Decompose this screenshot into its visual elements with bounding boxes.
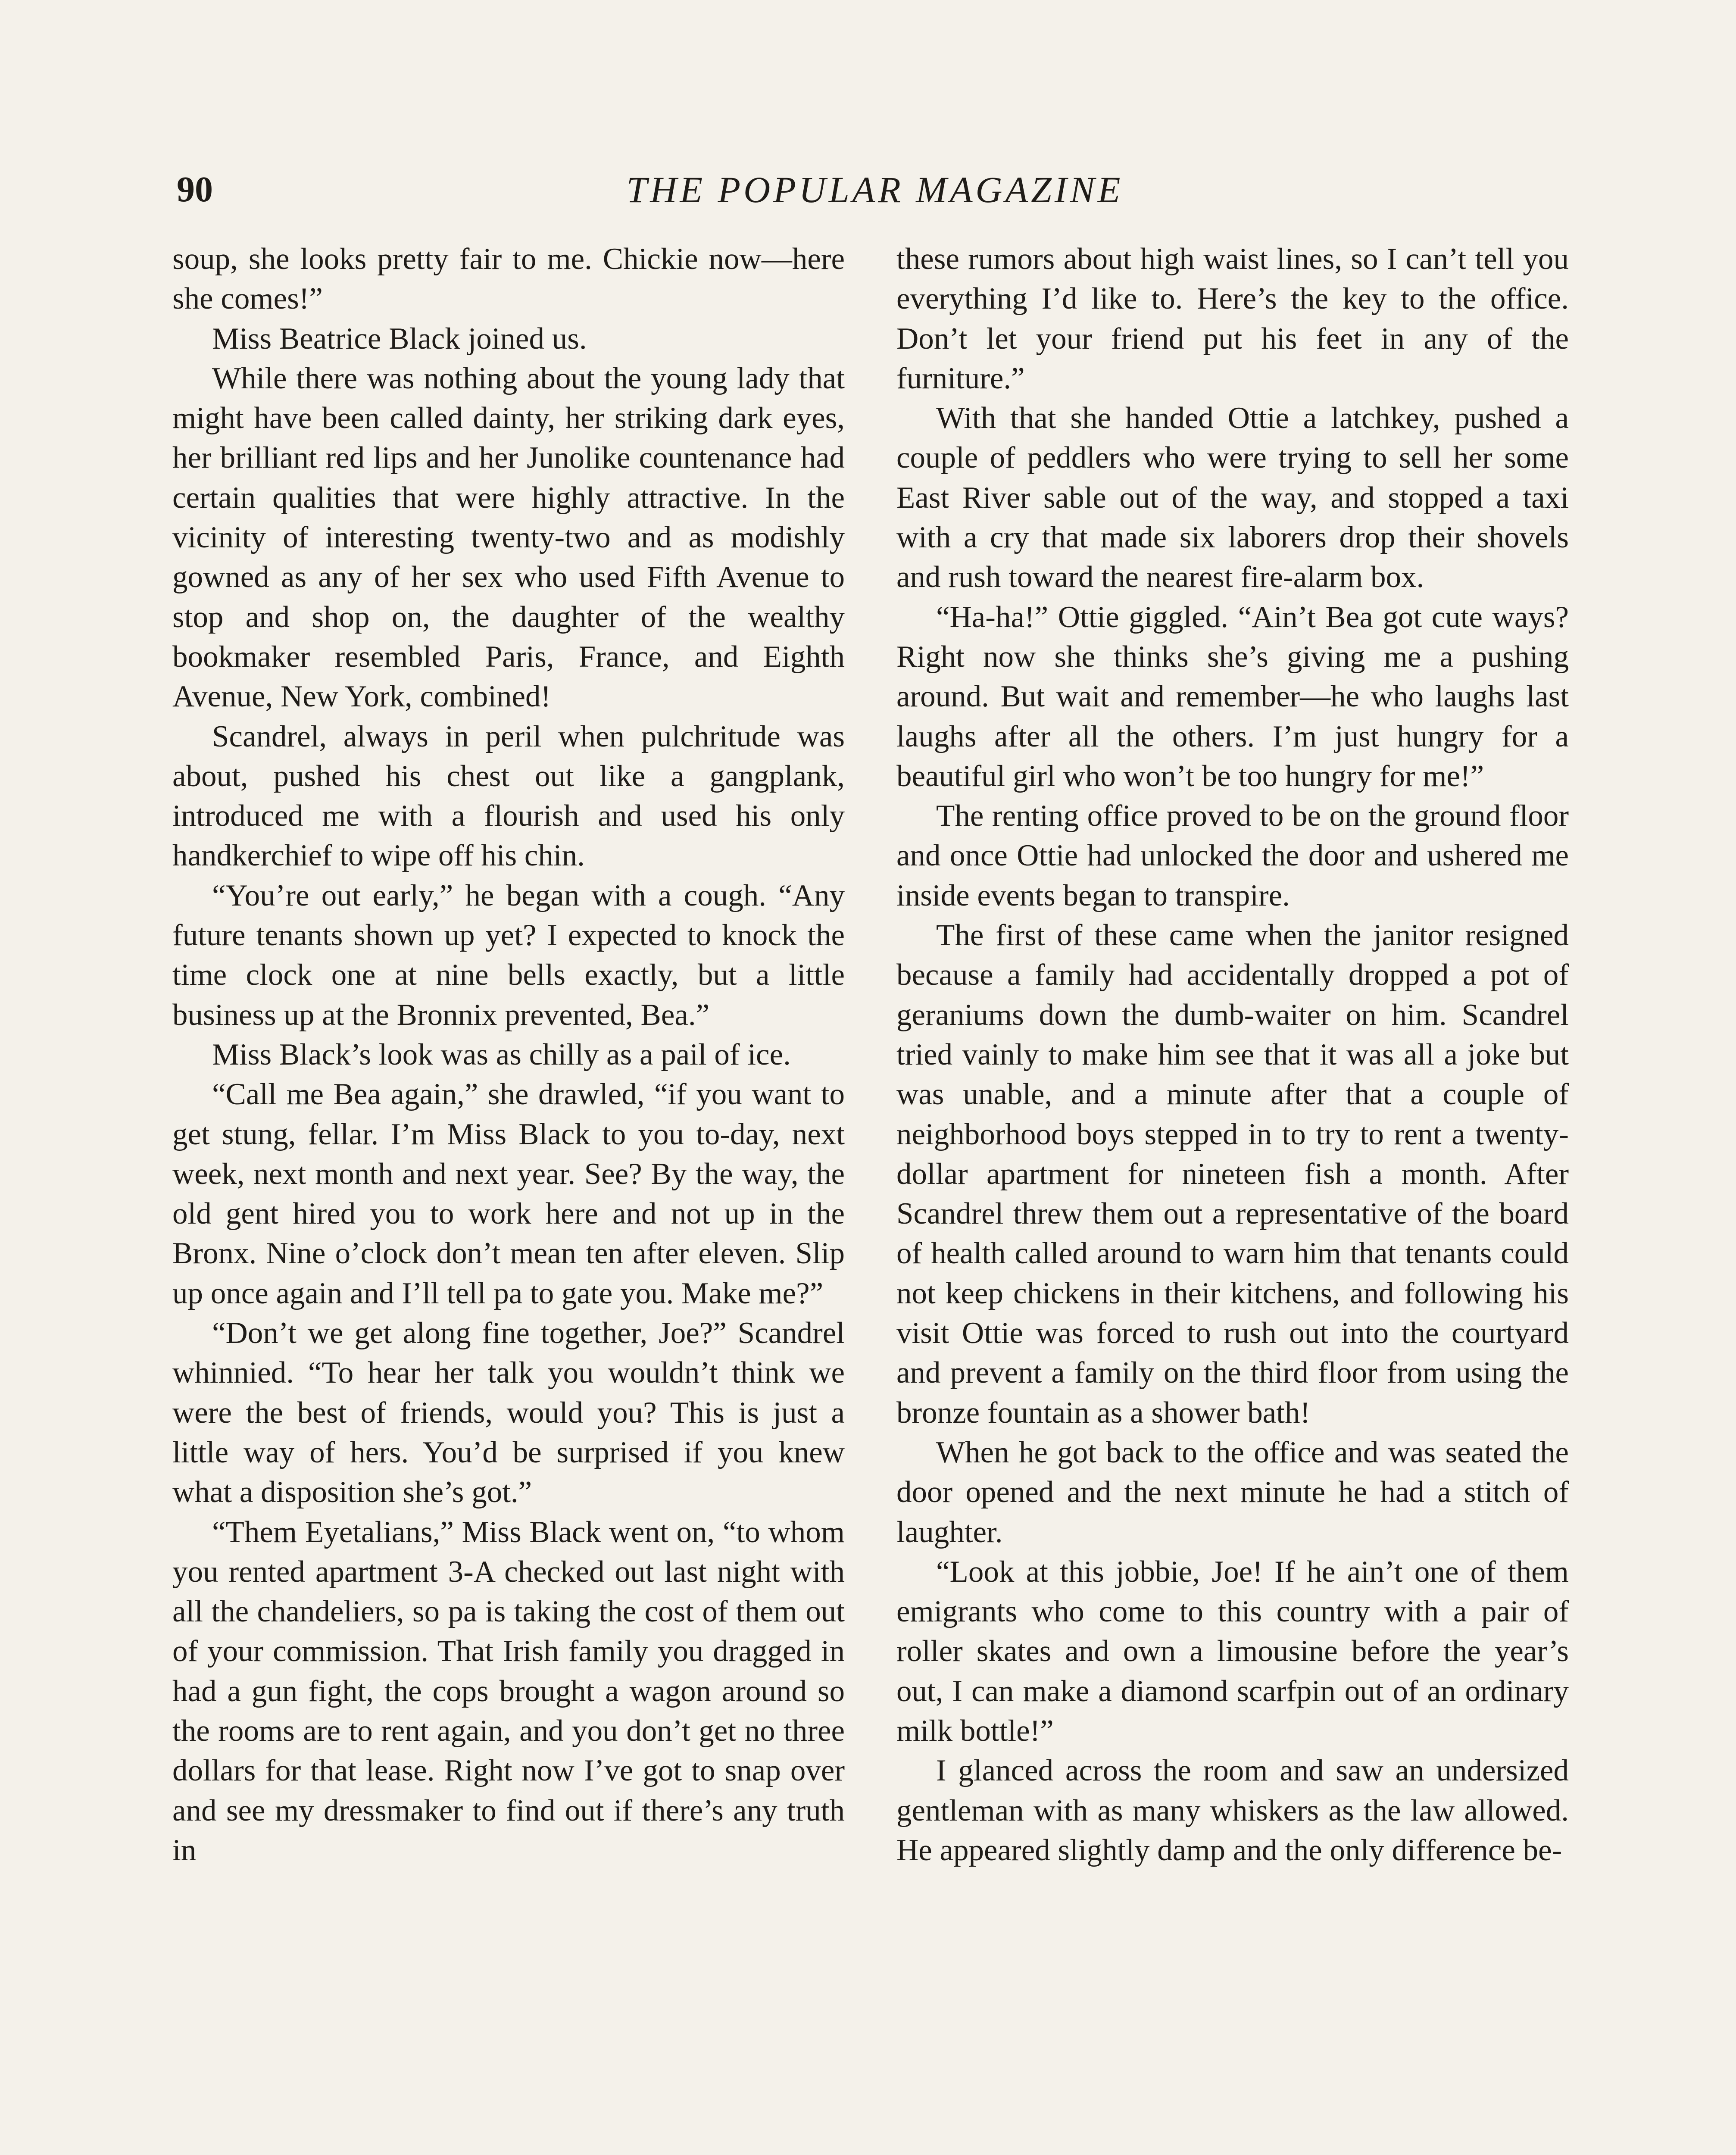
paragraph: Miss Beatrice Black joined us. <box>212 322 587 356</box>
page-header <box>172 166 1577 218</box>
page-number: 90 <box>177 169 213 209</box>
running-head: THE POPULAR MAGAZINE <box>626 169 1124 210</box>
right-column <box>896 239 1569 2155</box>
paragraph: “You’re out early,” he began with a cough. “Any future tenants shown up yet? I expected to knock the time clock one at nine bells exactly, but a little business up at the Bronnix prevented, Bea.” <box>172 878 845 1032</box>
paragraph: Miss Black’s look was as chilly as a pail of ice. <box>212 1037 791 1071</box>
paragraph: The renting office proved to be on the ground floor and once Ottie had unlocked the door and ushered me inside events began to transpire. <box>896 799 1569 912</box>
paragraph: I glanced across the room and saw an undersized gentleman with as many whiskers as the law allowed. He appeared slightly damp and the only difference be- <box>896 1754 1569 1867</box>
paragraph: While there was nothing about the young lady that might have been called dainty, her striking dark eyes, her brilliant red lips and her Junolike countenance had certain qualities that were highly attractive. In the vicinity of interesting twenty-two and as modishly gowned as any of her sex who used Fifth Avenue to stop and shop on, the daughter of the wealthy bookmaker resembled Paris, France, and Eighth Avenue, New York, combined! <box>172 361 845 714</box>
paragraph: “Them Eyetalians,” Miss Black went on, “to whom you rented apartment 3-A checked out last night with all the chandeliers, so pa is taking the cost of them out of your commission. That Irish family you dragged in had a gun fight, the cops brought a wagon around so the rooms are to rent again, and you don’t get no three dollars for that lease. Right now I’ve got to snap over and see my dressmaker to find out if there’s any truth in <box>172 1515 845 1867</box>
paragraph: “Don’t we get along fine together, Joe?” Scandrel whinnied. “To hear her talk you wouldn’t think we were the best of friends, would you? This is just a little way of hers. You’d be surprised if you knew what a disposition she’s got.” <box>172 1316 845 1509</box>
paragraph: When he got back to the office and was seated the door opened and the next minute he had a stitch of laughter. <box>896 1435 1569 1549</box>
paragraph: soup, she looks pretty fair to me. Chickie now—here she comes!” <box>172 242 845 316</box>
paragraph: “Look at this jobbie, Joe! If he ain’t one of them emigrants who come to this country with a pair of roller skates and own a limousine before the year’s out, I can make a diamond scarfpin out of an ordinary milk bottle!” <box>896 1555 1569 1748</box>
paragraph: “Call me Bea again,” she drawled, “if you want to get stung, fellar. I’m Miss Black to you to-day, next week, next month and next year. See? By the way, the old gent hired you to work here and not up in the Bronx. Nine o’clock don’t mean ten after eleven. Slip up once again and I’ll tell pa to gate you. Make me?” <box>172 1078 845 1310</box>
left-column <box>172 239 845 2155</box>
paragraph: Scandrel, always in peril when pulchritude was about, pushed his chest out like a gangplank, introduced me with a flourish and used his only handkerchief to wipe off his chin. <box>172 719 845 873</box>
paragraph: The first of these came when the janitor resigned because a family had accidentally dropped a pot of geraniums down the dumb-waiter on him. Scandrel tried vainly to make him see that it was all a joke but was unable, and a minute after that a couple of neighborhood boys stepped in to try to rent a twenty-dollar apartment for nineteen fish a month. After Scandrel threw them out a representative of the board of health called around to warn him that tenants could not keep chickens in their kitchens, and following his visit Ottie was forced to rush out into the courtyard and prevent a family on the third floor from using the bronze fountain as a shower bath! <box>896 918 1569 1430</box>
paragraph: With that she handed Ottie a latchkey, pushed a couple of peddlers who were trying to sell her some East River sable out of the way, and stopped a taxi with a cry that made six laborers drop their shovels and rush toward the nearest fire-alarm box. <box>896 401 1569 594</box>
paragraph: “Ha-ha!” Ottie giggled. “Ain’t Bea got cute ways? Right now she thinks she’s giving me a pushing around. But wait and remember—he who laughs last laughs after all the others. I’m just hungry for a beautiful girl who won’t be too hungry for me!” <box>896 600 1569 793</box>
paragraph: these rumors about high waist lines, so I can’t tell you everything I’d like to. Here’s the key to the office. Don’t let your friend put his feet in any of the furniture.” <box>896 242 1569 395</box>
